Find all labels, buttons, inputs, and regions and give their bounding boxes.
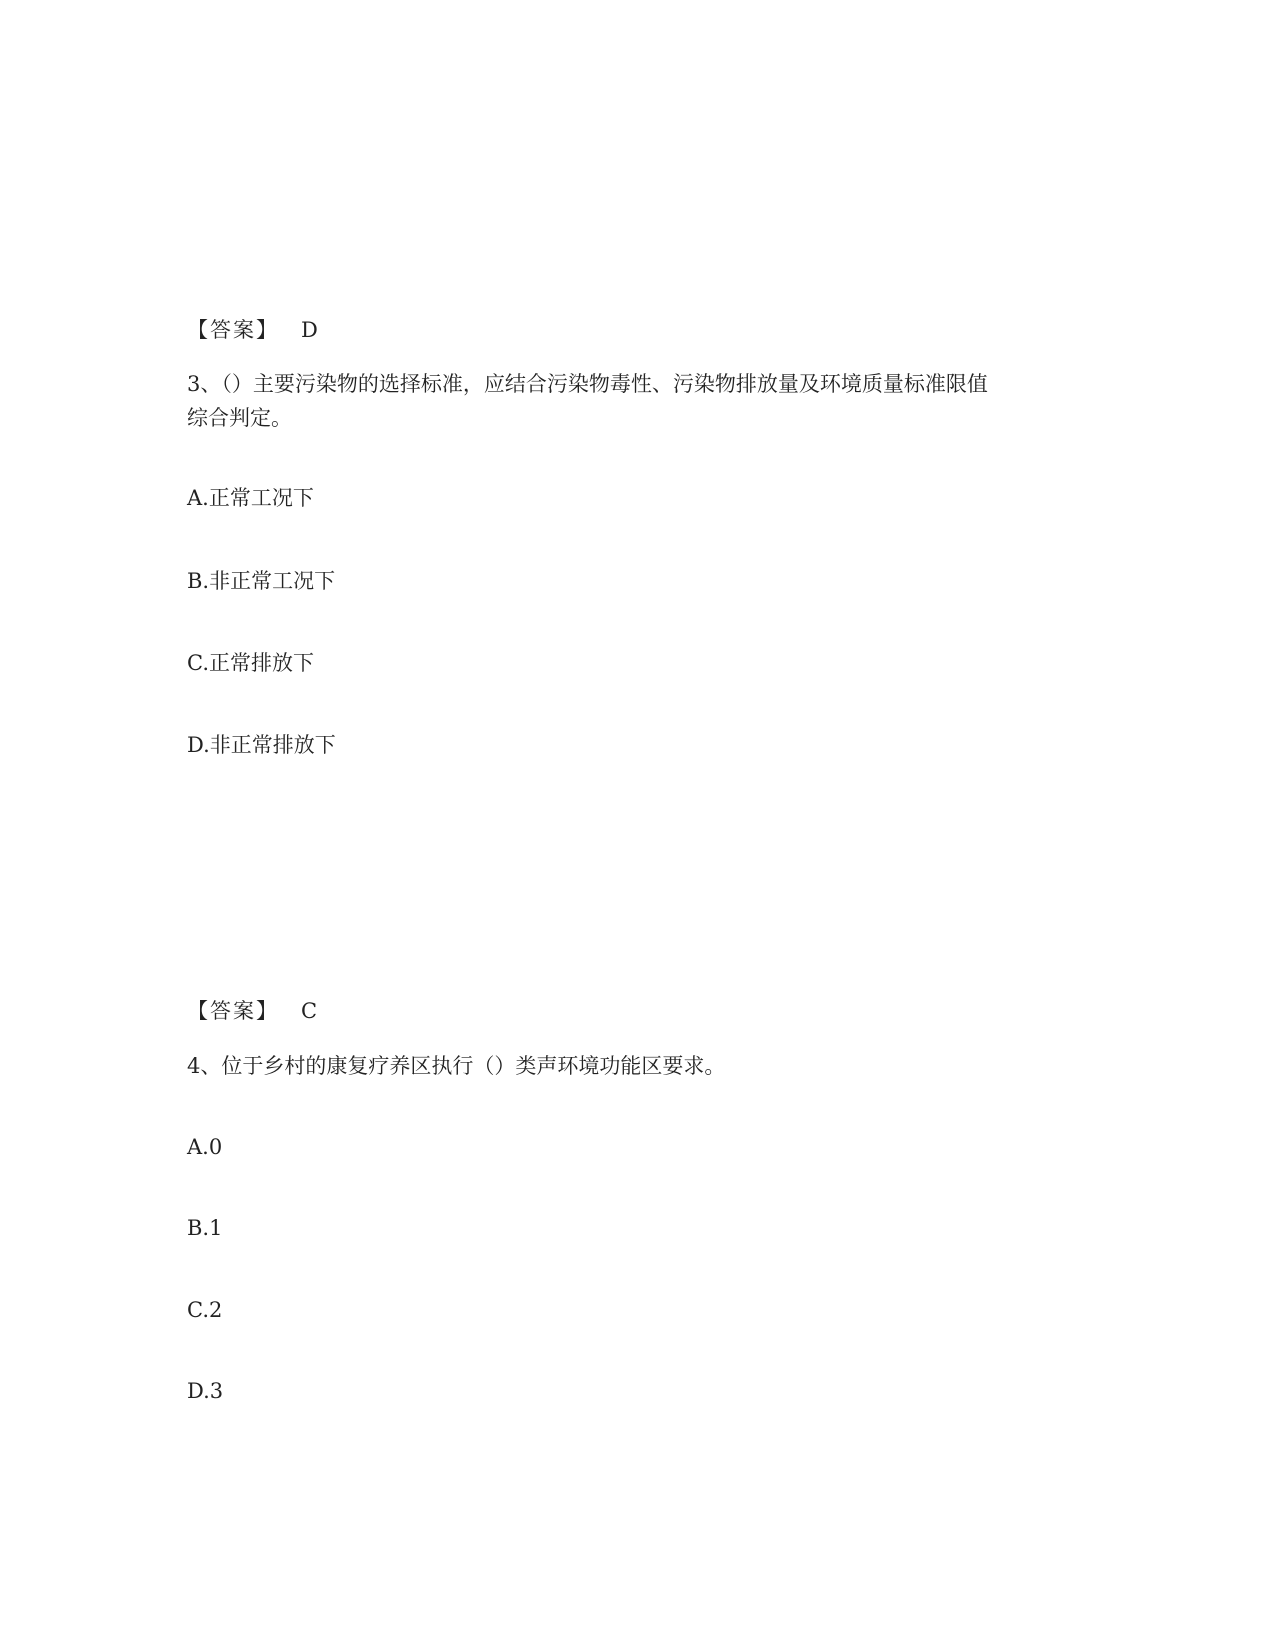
q4-option-c: C.2 [187, 1298, 223, 1322]
q4-option-b: B.1 [187, 1216, 223, 1240]
answer-line-1 [187, 313, 318, 347]
question-4-text: 4、位于乡村的康复疗养区执行（）类声环境功能区要求。 [187, 1054, 726, 1078]
answer-label: 【答案】 [187, 999, 279, 1023]
answer-value: C [301, 999, 318, 1023]
question-3-line-2: 综合判定。 [187, 406, 292, 430]
q3-option-a: A.正常工况下 [187, 486, 314, 510]
q3-option-c: C.正常排放下 [187, 651, 314, 675]
q3-option-b: B.非正常工况下 [187, 569, 336, 593]
answer-value: D [301, 318, 318, 342]
answer-line-2 [187, 994, 317, 1028]
question-3-line-1: 3、（）主要污染物的选择标准，应结合污染物毒性、污染物排放量及环境质量标准限值 [187, 372, 988, 396]
q3-option-d: D.非正常排放下 [187, 733, 336, 757]
answer-label: 【答案】 [187, 318, 279, 342]
q4-option-d: D.3 [187, 1379, 224, 1403]
q4-option-a: A.0 [187, 1135, 223, 1159]
